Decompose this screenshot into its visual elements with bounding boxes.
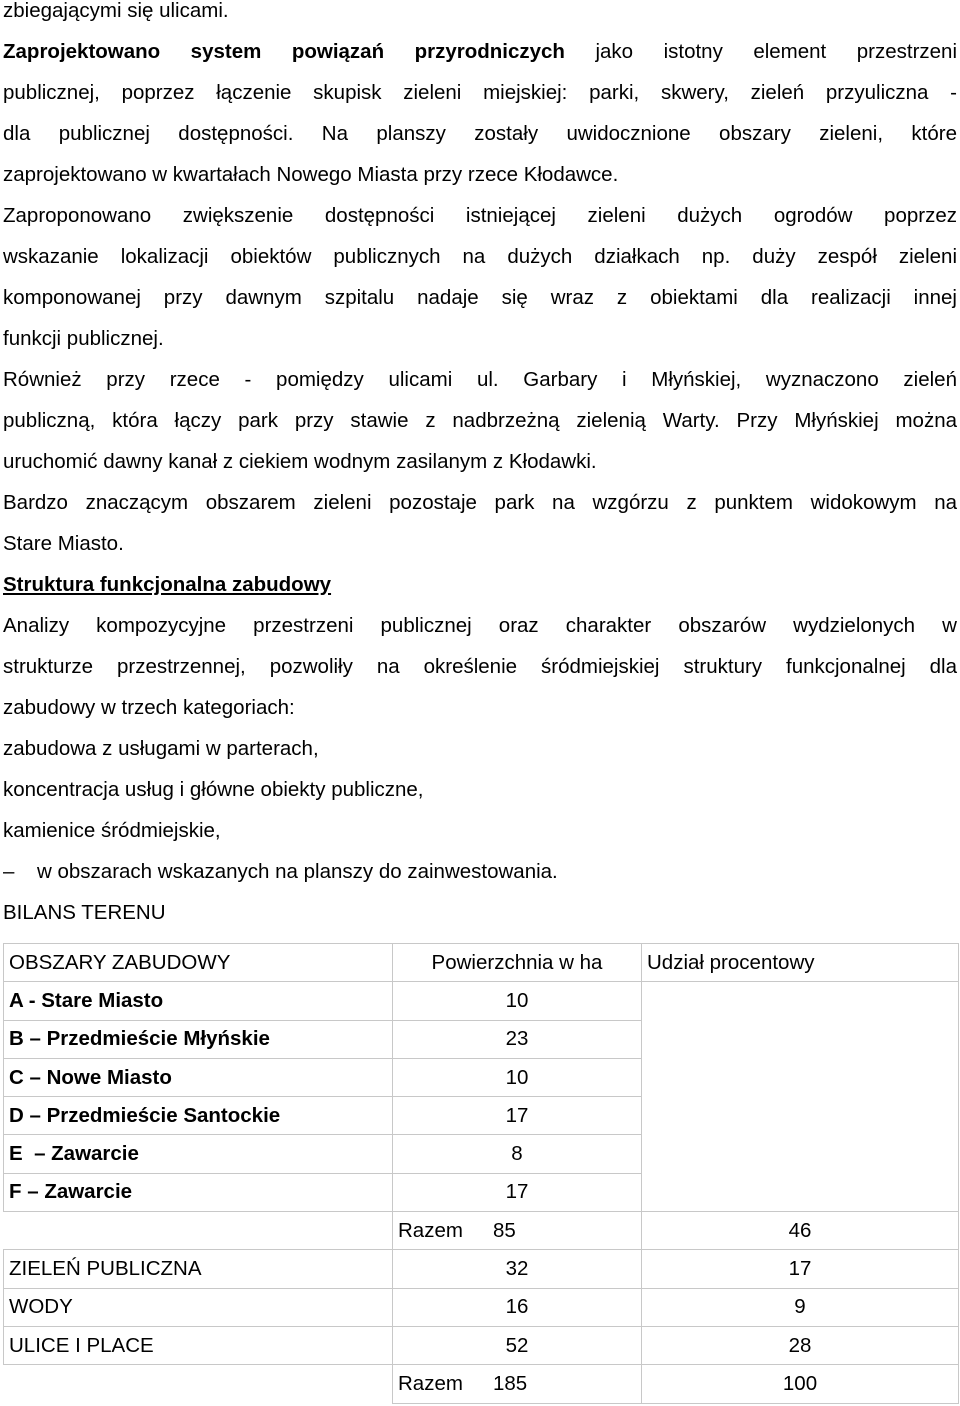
- paragraph-line: Bardzo znaczącym obszarem zieleni pozostaje park na wzgórzu z punktem widokowym na: [3, 491, 957, 514]
- area-name-cell: WODY: [4, 1288, 393, 1326]
- total-area-cell: [393, 1365, 642, 1403]
- area-name-cell: C – Nowe Miasto: [4, 1058, 393, 1096]
- percent-cell-empty: [642, 1135, 959, 1173]
- empty-cell: [4, 1212, 393, 1250]
- table-total-row: [4, 1212, 959, 1250]
- area-value-cell: 10: [393, 982, 642, 1020]
- table-header-row: [4, 944, 959, 982]
- paragraph-line: zaprojektowano w kwartałach Nowego Miasta przy rzece Kłodawce.: [3, 163, 619, 186]
- bilans-table: [3, 943, 959, 1404]
- table-title: BILANS TERENU: [3, 901, 166, 924]
- area-value-cell: 17: [393, 1097, 642, 1135]
- percent-cell-empty: [642, 1173, 959, 1211]
- empty-cell: [4, 1365, 393, 1403]
- area-value-cell: 23: [393, 1020, 642, 1058]
- table-row: [4, 1135, 959, 1173]
- total-label: Razem: [398, 1371, 463, 1395]
- table-row: [4, 1250, 959, 1288]
- list-item-text: w obszarach wskazanych na planszy do zainwestowania.: [37, 860, 558, 883]
- area-name-cell: ZIELEŃ PUBLICZNA: [4, 1250, 393, 1288]
- table-row: [4, 1020, 959, 1058]
- text-run: jako istotny element przestrzeni: [564, 40, 957, 63]
- total-area-cell: [393, 1212, 642, 1250]
- list-item: kamienice śródmiejskie,: [3, 819, 221, 842]
- percent-cell-empty: [642, 982, 959, 1020]
- percent-cell-empty: [642, 1097, 959, 1135]
- total-percent-cell: 100: [642, 1365, 959, 1403]
- table-header-cell: Powierzchnia w ha: [393, 944, 642, 982]
- area-value-cell: 16: [393, 1288, 642, 1326]
- area-name-cell: B – Przedmieście Młyńskie: [4, 1020, 393, 1058]
- paragraph-line: Również przy rzece - pomiędzy ulicami ul. Garbary i Młyńskiej, wyznaczono zieleń: [3, 368, 957, 391]
- table-row: [4, 1173, 959, 1211]
- total-percent-cell: 46: [642, 1212, 959, 1250]
- dash-bullet: –: [3, 860, 15, 883]
- table-header-cell: Udział procentowy: [642, 944, 959, 982]
- total-label: Razem: [398, 1218, 463, 1242]
- paragraph-line: komponowanej przy dawnym szpitalu nadaje się wraz z obiektami dla realizacji innej: [3, 286, 957, 309]
- table-total-row: [4, 1365, 959, 1403]
- area-name-cell: A - Stare Miasto: [4, 982, 393, 1020]
- paragraph-line: publiczną, która łączy park przy stawie z nadbrzeżną zielenią Warty. Przy Młyńskiej można: [3, 409, 957, 432]
- paragraph-line: Analizy kompozycyjne przestrzeni publicznej oraz charakter obszarów wydzielonych w: [3, 614, 957, 637]
- list-item: koncentracja usług i główne obiekty publiczne,: [3, 778, 424, 801]
- area-name-cell: D – Przedmieście Santockie: [4, 1097, 393, 1135]
- paragraph-line: uruchomić dawny kanał z ciekiem wodnym zasilanym z Kłodawki.: [3, 450, 597, 473]
- paragraph-line: strukturze przestrzennej, pozwoliły na określenie śródmiejskiej struktury funkcjonalnej dla: [3, 655, 957, 678]
- paragraph-line: zabudowy w trzech kategoriach:: [3, 696, 295, 719]
- percent-cell-empty: [642, 1058, 959, 1096]
- area-name-cell: F – Zawarcie: [4, 1173, 393, 1211]
- area-value-cell: 32: [393, 1250, 642, 1288]
- area-value-cell: 8: [393, 1135, 642, 1173]
- percent-cell: 17: [642, 1250, 959, 1288]
- table-header-cell: OBSZARY ZABUDOWY: [4, 944, 393, 982]
- paragraph-line: wskazanie lokalizacji obiektów publicznych na dużych działkach np. duży zespół zieleni: [3, 245, 957, 268]
- area-value-cell: 17: [393, 1173, 642, 1211]
- paragraph-line: zbiegającymi się ulicami.: [3, 0, 229, 22]
- total-area-value: 85: [493, 1218, 516, 1242]
- paragraph-line: Zaproponowano zwiększenie dostępności istniejącej zieleni dużych ogrodów poprzez: [3, 204, 957, 227]
- percent-cell: 9: [642, 1288, 959, 1326]
- table-row: [4, 1288, 959, 1326]
- percent-cell: 28: [642, 1326, 959, 1364]
- section-heading: Struktura funkcjonalna zabudowy: [3, 573, 332, 596]
- table-row: [4, 1326, 959, 1364]
- list-item: zabudowa z usługami w parterach,: [3, 737, 319, 760]
- total-area-value: 185: [493, 1371, 528, 1395]
- table-row: [4, 982, 959, 1020]
- bold-phrase: Zaprojektowano system powiązań przyrodniczych: [3, 40, 565, 63]
- paragraph-line: publicznej, poprzez łączenie skupisk zieleni miejskiej: parki, skwery, zieleń przyuliczna -: [3, 81, 957, 104]
- list-item: [3, 860, 558, 884]
- table-row: [4, 1097, 959, 1135]
- paragraph-line: [3, 40, 957, 64]
- area-name-cell: E – Zawarcie: [4, 1135, 393, 1173]
- area-value-cell: 10: [393, 1058, 642, 1096]
- percent-cell-empty: [642, 1020, 959, 1058]
- area-name-cell: ULICE I PLACE: [4, 1326, 393, 1364]
- paragraph-line: funkcji publicznej.: [3, 327, 164, 350]
- paragraph-line: Stare Miasto.: [3, 532, 124, 555]
- paragraph-line: dla publicznej dostępności. Na planszy zostały uwidocznione obszary zieleni, które: [3, 122, 957, 145]
- area-value-cell: 52: [393, 1326, 642, 1364]
- table-row: [4, 1058, 959, 1096]
